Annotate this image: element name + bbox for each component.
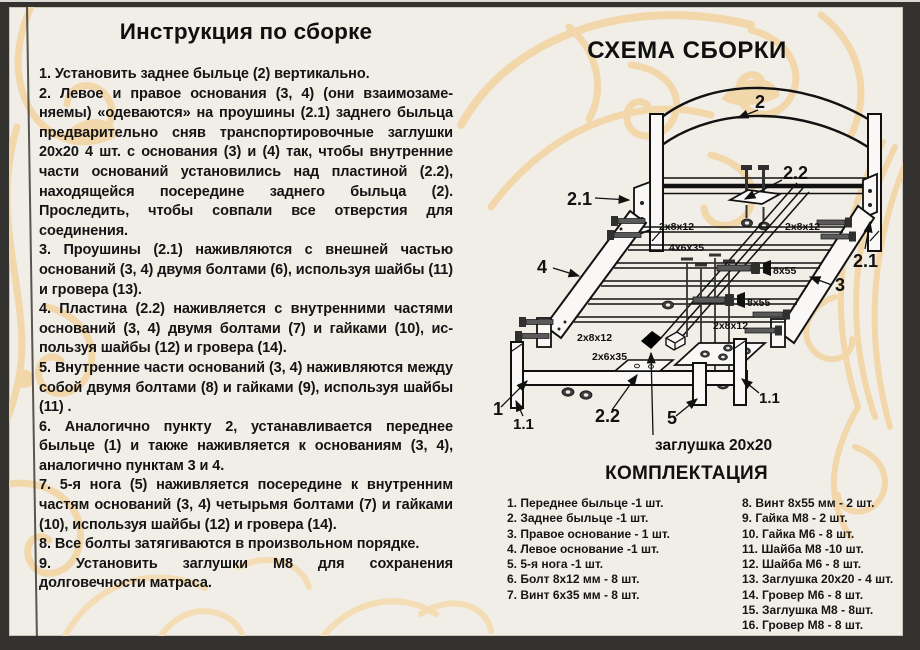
callout-2-2-bottom: 2.2 (595, 406, 621, 426)
lug-hole (640, 201, 644, 205)
nut (580, 391, 592, 399)
left-base-rail (545, 211, 646, 338)
parts-item: 8. Винт 8х55 мм - 2 шт. (742, 496, 875, 510)
nut (562, 388, 574, 396)
parts-item: 15. Заглушка М8 - 8шт. (742, 603, 874, 618)
parts-item: 9. Гайка М8 - 2 шт. (742, 511, 848, 526)
rail-hole (620, 228, 623, 231)
washer (701, 351, 710, 357)
spec-2x6x35: 2x6x35 (592, 351, 628, 363)
document-sheet (9, 7, 903, 636)
parts-list-title: КОМПЛЕКТАЦИЯ (605, 463, 768, 484)
spec-8x55: 8x55 (773, 265, 797, 277)
parts-item: 6. Болт 8х12 мм - 8 шт. (507, 572, 640, 587)
parts-item: 16. Гровер М8 - 8 шт. (742, 618, 864, 633)
parts-item: 7. Винт 6х35 мм - 8 шт. (507, 587, 640, 602)
instruction-step: 8. Все болты затягиваются в произвольном порядке. (39, 536, 420, 553)
bolt-head (741, 165, 752, 170)
washer (719, 354, 728, 360)
center-plate (730, 190, 780, 204)
spec-4x6x35: 4x6x35 (669, 242, 705, 254)
spec-2x8x12: 2x8x12 (659, 221, 695, 233)
spec-2x8x12: 2x8x12 (785, 221, 821, 233)
parts-list-right-column (742, 496, 903, 634)
front-rail (513, 371, 747, 385)
instruction-step: 7. 5-я нога (5) наживляется посередине к внутренним частям оснований (3, 4) четырьмя болтами (7) и гайками (10), используя шайбы (12) и гровера (14). (39, 477, 453, 533)
parts-item: 12. Шайба М6 - 8 шт. (742, 557, 862, 572)
page-content (9, 7, 903, 636)
washer (724, 345, 733, 351)
parts-item: 13. Заглушка 20х20 - 4 шт. (742, 572, 894, 587)
callout-1: 1 (493, 399, 504, 419)
instruction-step: 6. Аналогично пункту 2, устанавливается переднее быльце (1) и также наживляется к основаниям (3, 4), аналогично пунктам 3 и 4. (39, 418, 453, 474)
front-right-leg (734, 339, 746, 405)
parts-item: 5. 5-я нога -1 шт. (507, 557, 604, 572)
callout-2-2-top: 2.2 (783, 163, 809, 183)
transport-plug-black (641, 331, 662, 349)
callout-5: 5 (667, 408, 678, 428)
instruction-step: 5. Внутренние части оснований (3, 4) наживляются между собой двумя болтами (8) и гайками (9), используя шайбы (11) . (39, 359, 453, 416)
bolt-head (758, 165, 769, 170)
parts-list-left-column (507, 496, 742, 603)
headboard-arch-inner (662, 116, 868, 147)
instruction-step: 4. Пластина (2.2) наживляется с внутренними частями оснований (3, 4) двумя болтами (7) и гайками (10), ис- пользуя шайбы (12) и гровера (14). (39, 301, 453, 357)
callout-2-1-left: 2.1 (567, 189, 593, 209)
parts-item: 10. Гайка М6 - 8 шт. (742, 526, 855, 541)
assembly-diagram (465, 79, 903, 461)
parts-item: 11. Шайба М8 -10 шт. (742, 541, 864, 556)
spec-8x55: 8x55 (747, 297, 771, 309)
nut (742, 219, 753, 227)
callout-4: 4 (537, 257, 548, 277)
callout-2: 2 (755, 92, 766, 112)
fifth-leg (693, 363, 706, 405)
parts-item: 2. Заднее быльце -1 шт. (507, 511, 649, 526)
instructions-title: Инструкция по сборке (119, 19, 373, 44)
rail-hole (558, 328, 561, 331)
instruction-step: 1. Установить заднее быльце (2) вертикально. (39, 66, 370, 82)
callout-1-1-left: 1.1 (513, 416, 534, 433)
rail-hole (564, 321, 567, 324)
plate-hole (635, 364, 640, 368)
spec-2x8x12: 2x8x12 (577, 332, 613, 344)
parts-item: 3. Правое основание - 1 шт. (507, 526, 670, 541)
instruction-step: 2. Левое и правое основания (3, 4) (они взаимозаме- няемы) «одеваются» на проушины (2.1) заднего быльца предварительно сняв транспортировочные заглушки 20х20 4 шт. с основания (3) и (4) так, чтобы внутренние части оснований установились над пластиной (2.2), находящейся посередине заднего быльца (2). Проследить, чтобы совпали все отверстия для соединения. (39, 85, 453, 239)
callout-plug-20x20: заглушка 20х20 (655, 437, 773, 454)
instruction-step: 3. Проушины (2.1) наживляются с внешней частью оснований (3, 4) двумя болтами (6), используя шайбы (11) и гровера (13). (39, 242, 453, 298)
lug-hole (868, 203, 872, 207)
front-left-leg (511, 342, 523, 408)
spec-2x8x12: 2x8x12 (713, 320, 749, 332)
instruction-step: 9. Установить заглушки М8 для сохранения долговечности матраса. (39, 555, 453, 592)
callout-3: 3 (835, 275, 846, 295)
parts-item: 1. Переднее быльце -1 шт. (507, 496, 664, 510)
diagram-title: СХЕМА СБОРКИ (587, 37, 787, 64)
instructions-panel (39, 19, 453, 594)
callout-1-1-right: 1.1 (759, 390, 780, 407)
page-top-edge (0, 0, 920, 2)
lug-hole (868, 189, 872, 193)
washer (663, 301, 674, 309)
plate-assembly-drawing (730, 165, 780, 230)
parts-item: 14. Гровер М6 - 8 шт. (742, 587, 864, 602)
parts-item: 4. Левое основание -1 шт. (507, 541, 660, 556)
callout-2-1-right: 2.1 (853, 251, 879, 271)
